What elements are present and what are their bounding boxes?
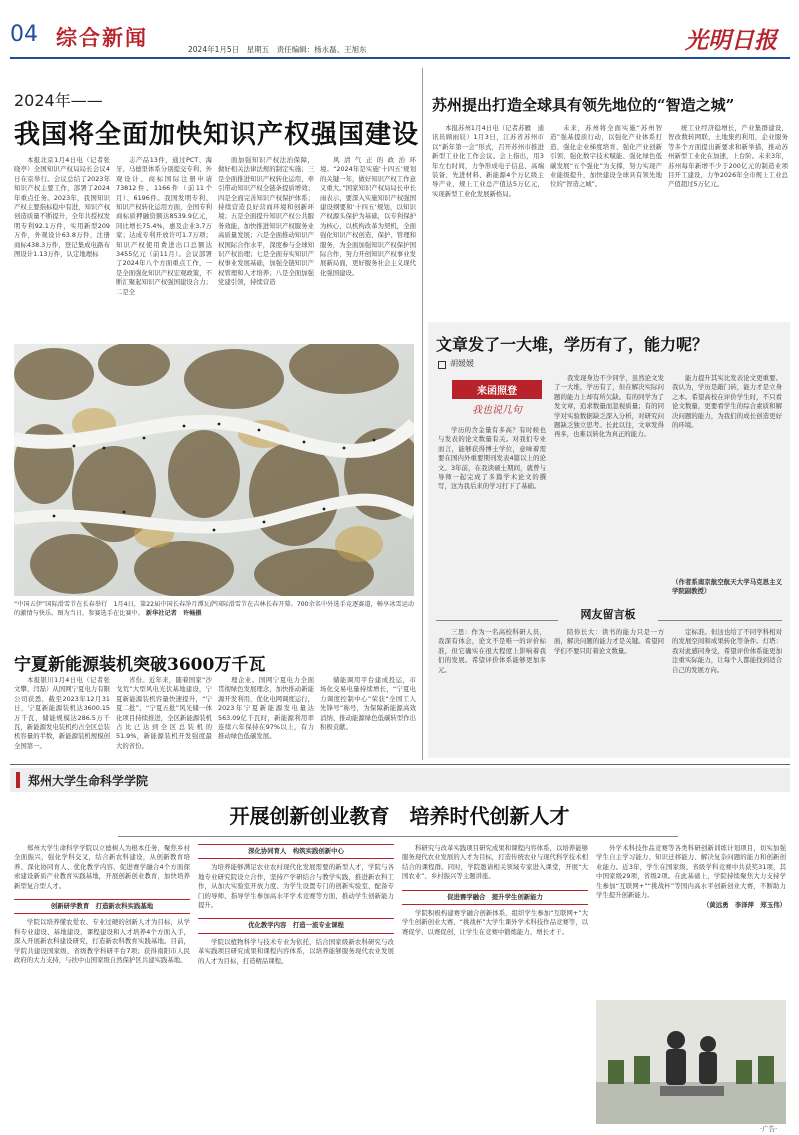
story-column: 未来，苏州将全面实施“苏州智造”强基提质行动，以强化产业体系打造、强化企业梯度培育、强化产业创新引领、强化数字技术赋能、强化绿色低碳发展“五个强化”为支撑，努力实现产业能级提升，加快建设全球具有领先地位的“智造之城”。 <box>550 124 662 189</box>
bottom-banner-label: 郑州大学生命科学学院 <box>28 774 149 788</box>
story-column: 志产品13件，通过PCT、海牙、马德里体系分别提交专利、外观设计、商标国际注册申请73812件、1166件（前11个月）、6196件。我国发明专利、知识产权转化运用方面，全国专利商标质押融资额达8539.9亿元，同比增长75.4%，惠及企业3.7万家；达成专利开放许可1.7万项；知识产权使用费进出口总额达3455亿元（前11月）。会议部署了2024年八个方面重点工作，一是全面强化知识产权宏观政策，不断汇聚起知识产权强国建设合力；二是全 <box>116 156 212 296</box>
photo-credit: 新华社记者 许畅摄 <box>145 610 202 617</box>
forum-column: 陪你长大：读书的能力只是一方面，解决问题的能力才是关键。希望同学们不要只盯着论文数量。 <box>554 628 664 655</box>
photo-caption <box>14 600 414 618</box>
forum-column: 三思：作为一名高校科研人员，我深有体会，论文不是唯一的评价标准，但它确实在很大程度上影响着我们的发展。希望评价体系能够更加多元。 <box>438 628 546 674</box>
bottom-section-rule <box>10 764 790 765</box>
stamp-subtitle: 我也说几句 <box>472 405 522 416</box>
essay-headline: 文章发了一大堆，学历有了，能力呢？ <box>436 335 709 354</box>
subheading: 优化教学内容 打造一流专业课程 <box>198 918 394 933</box>
story-kicker: 2024年—— <box>14 91 103 110</box>
page-number: 04 <box>10 22 38 47</box>
story-column: 储能调用平台建成投运，市场化交易电量持续增长，“宁夏电力调度控制中心”荣获“全国工人先锋号”称号，为保障新能源高效消纳、推动能源绿色低碳转型作出积极贡献。 <box>320 676 416 732</box>
ski-race-photo <box>14 344 414 596</box>
header-rule <box>10 57 790 59</box>
story-column: 理企业。国网宁夏电力全面贯彻绿色发展理念，加快推动新能源开发利用，优化电网调度运行，2023年宁夏新能源发电量达563.09亿千瓦时，新能源利用率连续六年保持在97%以上，有力推动绿色低碳发展。 <box>218 676 314 741</box>
forum-title: 网友留言板 <box>558 606 658 622</box>
story-headline: 宁夏新能源装机突破3600万千瓦 <box>14 655 266 675</box>
page-header <box>0 0 799 60</box>
bottom-column: 郑州大学生命科学学院以立德树人为根本任务，聚焦乡村全面振兴，强化学科交叉，结合新农科建设，从创新教育培养、深化协同育人、优化教学内容、促进赛学融合4个方面探索建设新质产业教育实践基地，开展创新创业教育，加快培养新型复合型人才。 创新研学教育 打造新农科实践基地 学院以培养懂农爱农、专业过硬的创新人才为目标，从学科专业建设、基地建设、课程建设和人才培养4个方面入手，深入开展新农科建设研究，打造新农科教育实践基地。目前，学院共建设国家级、省级教学科研平台7项；获得南阳市人民政府的大力支持，与扶中山国家级自然保护区共建实践基地。 <box>14 844 190 965</box>
author-icon <box>438 361 446 369</box>
banner-accent <box>16 772 20 788</box>
section-title: 综合新闻 <box>56 25 148 50</box>
stamp-title: 来函照登 <box>452 380 542 399</box>
essay-box <box>428 322 790 758</box>
essay-author: 胡媛媛 <box>450 359 474 368</box>
bottom-column: 科研究与改革实践项目研究成果和课程内容体系，以培养能够服务现代农业发展的人才为目标，打造传统农业与现代科学技术相结合的课程群。同时，学院邀请相关领域专家进入课堂，开展“大国农业”、乡村振兴等主题讲座。 促进赛学融合 提升学生创新能力 学院积极构建赛学融合创新体系，组织学生参加“互联网+”大学生创新创业大赛、“挑战杯”大学生课外学术科技作品竞赛等，以赛促学、以赛促创，让学生在竞赛中锻炼能力、增长才干。 <box>402 844 588 936</box>
essay-signature: （作者系南京航空航天大学马克思主义学院副教授） <box>672 578 782 596</box>
subheading: 深化协同育人 构筑实践创新中心 <box>198 844 394 859</box>
column-divider <box>422 68 423 760</box>
essay-column: 学历的含金量有多高？有时候也与发表的论文数量有关。对我们专业而言，能够获得博士学位，意味着需要在国内外重要期刊发表4篇以上的论文。3年前，在我读硕士期间，就曾与导师一起完成了多篇学术论文的撰写，这为我后来的学习打下了基础。 <box>438 426 546 491</box>
bottom-byline: （黄远勇 李泽萍 郑玉伟） <box>702 901 786 910</box>
headline-underline <box>118 836 678 837</box>
bottom-banner <box>10 768 790 792</box>
bottom-headline: 开展创新创业教育 培养时代创新人才 <box>229 804 570 828</box>
ad-mark: ·广告· <box>760 1125 778 1133</box>
story-column: 风清气正的政治环境。“2024年是实施‘十四五’规划的关键一年，做好知识产权工作意义重大。”国家知识产权局局长申长雨表示，要深入实施知识产权强国建设纲要和‘十四五’规划，以知识产权源头保护为基础，以专利保护为核心，以机构改革为契机，全面强化知识产权创造、保护、管理和服务，为全面加强知识产权保护国际合作，努力开创知识产权事业发展新局面，更好服务社会主义现代化强国建设。 <box>320 156 416 277</box>
bottom-column: 深化协同育人 构筑实践创新中心 为培养能够满足农业农村现代化发展需要的新型人才，学院与各地专业研究院设立合作，坚持产学研结合与教学实践，推进新农科工作，从加大实验室开放力度、为学生设置专门的创新实验室、配备专门的导师、指导学生参加高水平学术竞赛等方面，推动学生创新能力提升。 优化教学内容 打造一流专业课程 学院以植物科学与技术专业为依托，结合国家级新农科研究与改革实践项目研究成果和课程内容体系，以培养能够服务现代农业发展的人才为目标，打造精品课程。 <box>198 844 394 1130</box>
essay-column: 我发现身边不少同学，虽然论文发了一大堆，学历有了，但在解决实际问题的能力上却有所欠缺。有的同学为了发文章，追求数量而忽视质量；有的同学对实验数据缺乏深入分析，对研究问题缺乏独立思考。长此以往，文章发得再多，也难以转化为真正的能力。 <box>554 374 664 439</box>
bottom-column: 外学术科技作品竞赛等各类科研创新训练计划项目，切实加强学生自主学习能力、知识迁移能力、解决复杂问题的能力和创新创业能力。近3年，学生在国家级、省级学科竞赛中共获奖31项，其中国家级29项，省级2项。在此基础上，学院持续聚焦大力支持学生参加“互联网+”“挑战杯”等国内高水平创新创业大赛，不断助力学生提升创新能力。 （黄远勇 李泽萍 郑玉伟） <box>596 844 786 910</box>
lab-image <box>596 1000 786 1124</box>
story-column: 统工业经济稳增长，产业集群建设，智改数转网联，土地集约利用，企业服务等多个方面提出新要求和新举措，推动苏州新型工业化在加速，上台阶。未来3年，苏州每年新增不少于200亿元的制造业项目开工建设，力争2026年全市规上工业总产值超过5万亿元。 <box>668 124 788 189</box>
forum-column: 定标准。但这也给了不同学科相对的发展空间和成果转化等条件。灯塔：我对此感同身受，希望评价体系能更加注重实际能力，让每个人都能找到适合自己的发展方向。 <box>672 628 782 674</box>
story-headline: 苏州提出打造全球具有领先地位的“智造之城” <box>432 96 735 114</box>
date-line: 2024年1月5日 星期五 责任编辑：杨永磊、王旭东 <box>188 45 367 54</box>
photo-caption-text: “中国五伊”国际滑雪节在长春举行 1月4日，第22届中国长春净月潭瓦萨国际滑雪节在吉林长春开幕。700余名中外选手竞逐赛道，畅享冰雪运动的激情与快乐。图为当日，参赛选手在比赛中。 <box>14 601 414 617</box>
subheading: 创新研学教育 打造新农科实践基地 <box>14 899 190 914</box>
story-column: 面加强知识产权法治保障，做好相关法律法规的制定实施；三是全面推进知识产权转化运用，牵引带动知识产权全链条提质增效；四是全面完善知识产权保护体系；持续营造良好营商环境和创新环境；五是全面提升知识产权公共服务效能，加快推进知识产权服务业高质量发展；六是全面推动知识产权国际合作水平，深度参与全球知识产权治理；七是全面夯实知识产权事业发展基础，加强全链知识产权管理和人才培养；八是全面加强党建引领，持续营造 <box>218 156 314 287</box>
essay-column: 能力提升其实比发表论文更重要。我认为，学历是敲门砖，能力才是立身之本。希望高校在评价学生时，不只看论文数量，更要看学生的综合素质和解决问题的能力，为我们的成长创造更好的环境。 <box>672 374 782 430</box>
story-column: 省份。近年来，随着国家“沙戈荒”大型风电光伏基地建设，宁夏新能源装机容量快速提升，“宁夏二批”、“宁夏五批”风光储一体化项目持续推进，全区新能源装机占比已达到全区总装机的51.9%，新能源装机开发强度最大的省份。 <box>116 676 212 750</box>
ski-race-image <box>14 344 414 596</box>
column-stamp <box>452 380 542 420</box>
lab-photo <box>596 1000 786 1124</box>
story-column: 本报银川1月4日电（记者张文攀、闫磊）从国网宁夏电力有限公司获悉，截至2023年12月31日，宁夏新能源装机达3600.15万千瓦，储能规模达286.5万千瓦，新能源发电装机约占全区总装机容量的半数，新能源装机规模创全国第一。 <box>14 676 110 750</box>
masthead-logo: 光明日报 <box>685 27 777 54</box>
story-column: 本报苏州1月4日电（记者苏雁 通讯员顾雨辰）1月3日，江苏省苏州市以“新年第一会”形式，召开苏州市推进新型工业化工作会议。会上指出，用3年左右时间，力争形成电子信息、高端装备、先进材料、新能源4个万亿级主导产业，规上工业总产值达5万亿元，实现新型工业化发展新格局。 <box>432 124 544 198</box>
story-headline: 我国将全面加快知识产权强国建设 <box>14 120 420 150</box>
story-column: 本报北京1月4日电（记者张晓亭）全国知识产权局局长会议4日在京举行。会议总结了2023年知识产权主要工作，部署了2024年重点任务。2023年，我国知识产权主要指标稳中有进，知识产权创造质量不断提升，全年共授权发明专利92.1万件，实用新型209万件，外观设计63.8万件，注册商标438.3万件，登记集成电路布图设计1.13万件，认定地理标 <box>14 156 110 259</box>
subheading: 促进赛学融合 提升学生创新能力 <box>402 890 588 905</box>
